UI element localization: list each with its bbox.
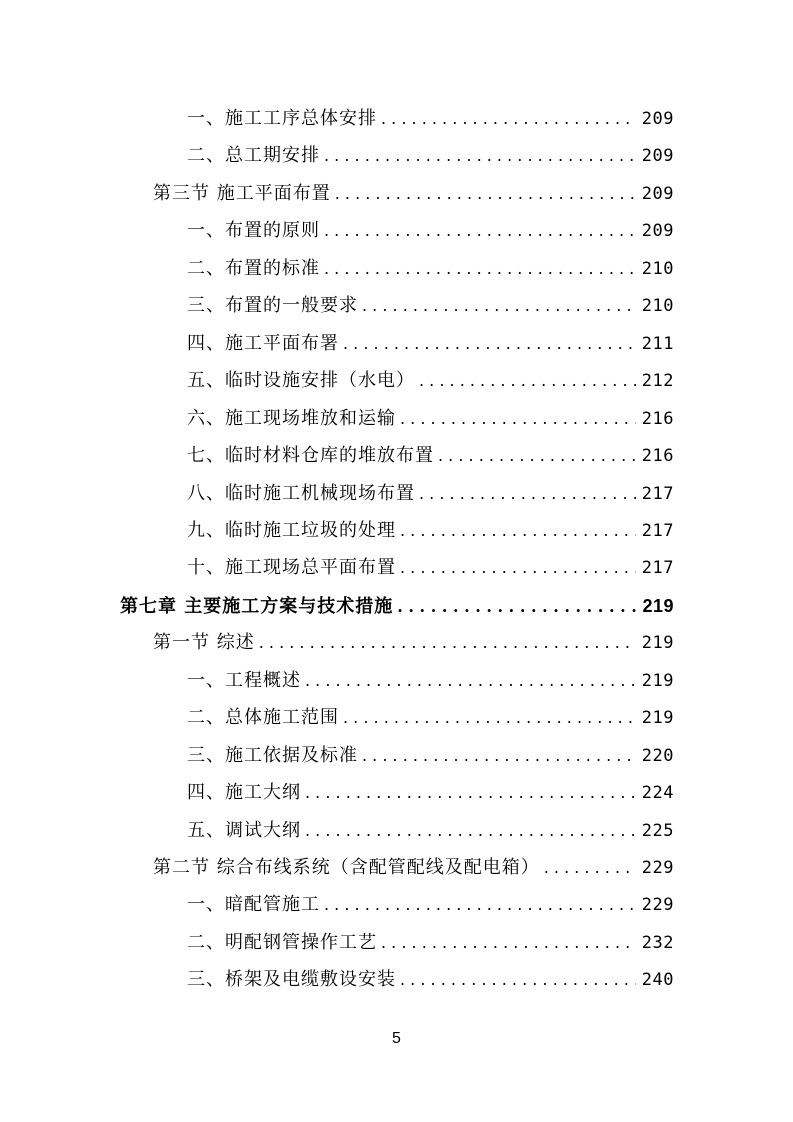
toc-dot-leader — [419, 366, 636, 396]
toc-entry-title: 八、临时施工机械现场布置 — [187, 482, 415, 504]
toc-entry-page-number: 210 — [641, 296, 674, 317]
toc-entry-page-number: 220 — [641, 745, 674, 766]
toc-entry-page-number: 211 — [641, 333, 674, 354]
toc-dot-leader — [438, 441, 636, 471]
toc-dot-leader — [343, 703, 636, 733]
toc-dot-leader — [305, 816, 636, 846]
toc-entry-page-number: 209 — [641, 221, 674, 242]
toc-entry-item[interactable] — [187, 741, 674, 771]
toc-dot-leader — [397, 592, 636, 622]
toc-entry-page-number: 209 — [641, 183, 674, 204]
toc-dot-leader — [381, 928, 636, 958]
toc-entry-item[interactable] — [187, 479, 674, 509]
toc-entry-page-number: 212 — [641, 371, 674, 392]
toc-entry-title: 一、施工工序总体安排 — [187, 108, 377, 129]
toc-entry-title: 六、施工现场堆放和运输 — [187, 407, 396, 429]
toc-entry-page-number: 219 — [641, 708, 674, 729]
toc-entry-title: 二、总工期安排 — [187, 145, 320, 167]
toc-entry-title: 五、临时设施安排（水电） — [187, 370, 415, 392]
toc-entry-title: 三、施工依据及标准 — [187, 744, 358, 766]
toc-dot-leader — [259, 628, 636, 658]
toc-entry-item[interactable] — [187, 404, 674, 434]
toc-entry-section[interactable] — [153, 853, 674, 883]
toc-entry-item[interactable] — [187, 816, 674, 846]
toc-entry-item[interactable] — [187, 703, 674, 733]
toc-entry-title: 四、施工平面布署 — [187, 332, 339, 354]
toc-entry-page-number: 217 — [641, 483, 674, 504]
toc-dot-leader — [362, 291, 636, 321]
toc-entry-title: 第一节 综述 — [153, 632, 255, 654]
toc-entry-page-number: 216 — [641, 446, 674, 467]
toc-dot-leader — [400, 965, 636, 995]
toc-entry-title: 第七章 主要施工方案与技术措施 — [120, 595, 394, 617]
toc-entry-item[interactable] — [187, 965, 674, 995]
toc-entry-page-number: 225 — [641, 820, 674, 841]
toc-entry-item[interactable] — [187, 329, 674, 359]
toc-entry-title: 二、总体施工范围 — [187, 707, 339, 729]
toc-entry-item[interactable] — [187, 141, 674, 171]
toc-dot-leader — [324, 216, 636, 246]
toc-entry-title: 第二节 综合布线系统（含配管配线及配电箱） — [153, 857, 540, 878]
toc-entry-title: 五、调试大纲 — [187, 819, 301, 841]
toc-entry-title: 三、桥架及电缆敷设安装 — [187, 969, 396, 991]
toc-entry-item[interactable] — [187, 553, 674, 583]
toc-entry-title: 一、暗配管施工 — [187, 894, 320, 916]
toc-dot-leader — [381, 104, 636, 134]
toc-entry-page-number: 210 — [641, 258, 674, 279]
toc-dot-leader — [400, 553, 636, 583]
toc-dot-leader — [324, 890, 636, 920]
toc-entry-page-number: 229 — [641, 858, 674, 878]
toc-entry-page-number: 232 — [641, 932, 674, 953]
toc-entry-title: 七、临时材料仓库的堆放布置 — [187, 445, 434, 467]
toc-entry-item[interactable] — [187, 366, 674, 396]
toc-entry-item[interactable] — [187, 441, 674, 471]
toc-dot-leader — [305, 778, 636, 808]
toc-dot-leader — [419, 479, 636, 509]
toc-entry-page-number: 219 — [642, 595, 674, 616]
toc-entry-title: 四、施工大纲 — [187, 782, 301, 804]
toc-entry-title: 二、明配钢管操作工艺 — [187, 931, 377, 953]
toc-entry-page-number: 209 — [641, 109, 674, 129]
toc-dot-leader — [305, 666, 636, 696]
toc-entry-title: 九、临时施工垃圾的处理 — [187, 519, 396, 541]
toc-dot-leader — [324, 141, 636, 171]
toc-entry-title: 一、工程概述 — [187, 669, 301, 691]
toc-entry-page-number: 219 — [641, 633, 674, 654]
toc-entry-page-number: 217 — [641, 558, 674, 579]
toc-dot-leader — [362, 741, 636, 771]
toc-entry-page-number: 216 — [641, 408, 674, 429]
toc-entry-item[interactable] — [187, 254, 674, 284]
toc-entry-title: 第三节 施工平面布置 — [153, 182, 331, 204]
toc-entry-page-number: 217 — [641, 520, 674, 541]
toc-entry-item[interactable] — [187, 890, 674, 920]
toc-entry-section[interactable] — [153, 179, 674, 209]
toc-dot-leader — [335, 179, 636, 209]
toc-entry-item[interactable] — [187, 778, 674, 808]
toc-dot-leader — [343, 329, 636, 359]
toc-entry-item[interactable] — [187, 928, 674, 958]
toc-entry-page-number: 240 — [641, 970, 674, 991]
toc-entry-chapter[interactable] — [120, 591, 674, 621]
toc-dot-leader — [400, 404, 636, 434]
toc-entry-item[interactable] — [187, 216, 674, 246]
toc-entry-page-number: 224 — [641, 783, 674, 804]
toc-entry-section[interactable] — [153, 628, 674, 658]
toc-entry-title: 一、布置的原则 — [187, 220, 320, 242]
toc-dot-leader — [544, 853, 636, 883]
toc-entry-page-number: 209 — [641, 146, 674, 167]
toc-entry-title: 三、布置的一般要求 — [187, 295, 358, 317]
toc-entry-item[interactable] — [187, 104, 674, 134]
toc-entry-title: 二、布置的标准 — [187, 257, 320, 279]
toc-dot-leader — [400, 516, 636, 546]
toc-entry-page-number: 219 — [641, 670, 674, 691]
toc-entry-item[interactable] — [187, 516, 674, 546]
toc-entry-item[interactable] — [187, 291, 674, 321]
toc-entry-item[interactable] — [187, 666, 674, 696]
toc-dot-leader — [324, 254, 636, 284]
toc-entry-page-number: 229 — [641, 895, 674, 916]
page-number: 5 — [392, 1030, 401, 1047]
toc-entry-title: 十、施工现场总平面布置 — [187, 557, 396, 579]
